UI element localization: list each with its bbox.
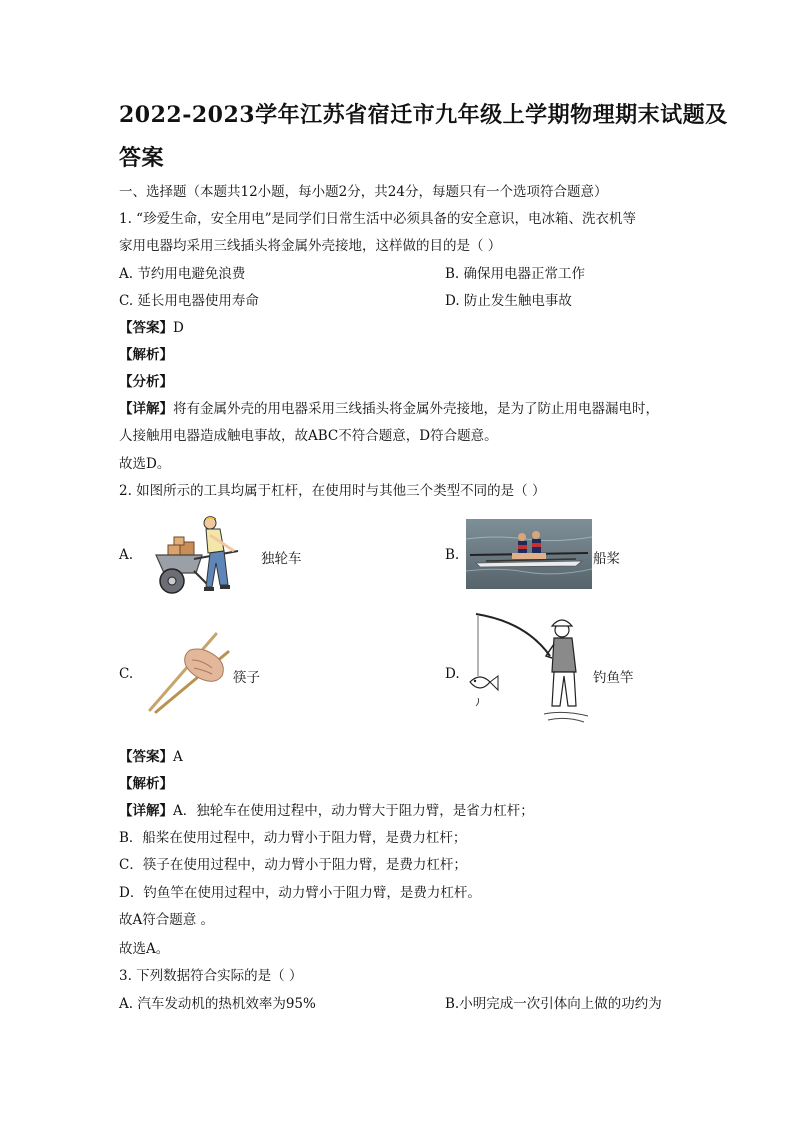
q1-option-c: C. 延长用电器使用寿命 (119, 293, 259, 309)
q1-analysis-tag: 【解析】 (119, 347, 173, 363)
q2-option-c-letter: C. (119, 666, 134, 682)
q2-option-a-letter: A. (119, 547, 134, 563)
q1-detail-text1: 将有金属外壳的用电器采用三线插头将金属外壳接地，是为了防止用电器漏电时， (173, 401, 659, 417)
detail-tag: 【详解】 (119, 401, 173, 417)
q2-answer-row (119, 745, 183, 765)
q2-analysis-tag: 【解析】 (119, 776, 173, 792)
section-heading: 一、选择题（本题共12小题，每小题2分，共24分，每题只有一个选项符合题意） (119, 184, 608, 200)
detail-tag: 【详解】 (119, 803, 173, 819)
q2-detail-line-d: D．钓鱼竿在使用过程中，动力臂小于阻力臂，是费力杠杆。 (119, 885, 481, 901)
wheelbarrow-image (150, 515, 246, 597)
q2-detail-line-a (119, 799, 534, 819)
q1-choose: 故选D。 (119, 456, 171, 472)
q1-answer: D (173, 320, 184, 336)
rowing-boat-image (466, 519, 592, 589)
q2-option-b-letter: B. (445, 547, 460, 563)
q2-option-a-label: 独轮车 (261, 551, 302, 567)
q2-option-b-label: 船桨 (593, 551, 620, 567)
q1-stem-line1: 1. “珍爱生命，安全用电”是同学们日常生活中必须具备的安全意识，电冰箱、洗衣机等 (119, 211, 636, 227)
q1-detail-line1 (119, 397, 659, 417)
q2-option-d-label: 钓鱼竿 (593, 670, 634, 686)
doc-title-line2: 答案 (119, 145, 165, 171)
q1-answer-row (119, 316, 184, 336)
q2-detail-line-b: B．船桨在使用过程中，动力臂小于阻力臂，是费力杠杆； (119, 830, 467, 846)
q1-option-d: D. 防止发生触电事故 (445, 293, 572, 309)
q3-option-b: B.小明完成一次引体向上做的功约为 (445, 996, 662, 1012)
doc-title-line1: 2022-2023学年江苏省宿迁市九年级上学期物理期末试题及 (119, 102, 728, 128)
q1-detail-line2: 人接触用电器造成触电事故，故ABC不符合题意，D符合题意。 (119, 428, 498, 444)
q1-stem-line2: 家用电器均采用三线插头将金属外壳接地，这样做的目的是（ ） (119, 238, 502, 254)
q1-fenxi-tag: 【分析】 (119, 374, 173, 390)
q2-option-d-letter: D. (445, 666, 460, 682)
q3-stem: 3. 下列数据符合实际的是（ ） (119, 968, 303, 984)
q2-detail-a-text: A．独轮车在使用过程中，动力臂大于阻力臂，是省力杠杆； (173, 803, 534, 819)
q2-stem: 2. 如图所示的工具均属于杠杆，在使用时与其他三个类型不同的是（ ） (119, 483, 546, 499)
q3-option-a: A. 汽车发动机的热机效率为95% (119, 996, 316, 1012)
chopsticks-image (146, 630, 232, 714)
q2-detail-line-c: C．筷子在使用过程中，动力臂小于阻力臂，是费力杠杆； (119, 857, 467, 873)
fishing-rod-image (466, 610, 590, 728)
q1-option-a: A. 节约用电避免浪费 (119, 266, 246, 282)
q2-conclude: 故A符合题意 。 (119, 912, 215, 928)
q2-option-c-label: 筷子 (233, 670, 260, 686)
answer-tag: 【答案】 (119, 749, 173, 765)
q2-answer: A (173, 749, 183, 765)
answer-tag: 【答案】 (119, 320, 173, 336)
q1-option-b: B. 确保用电器正常工作 (445, 266, 586, 282)
q2-choose: 故选A。 (119, 941, 170, 957)
